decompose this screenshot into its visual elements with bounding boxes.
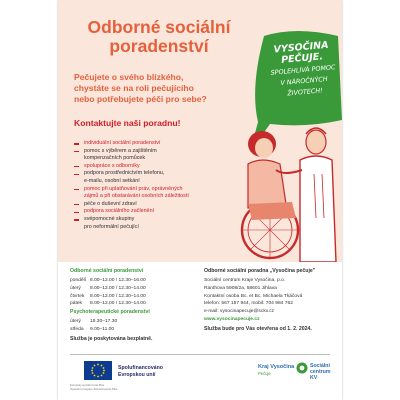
contact-line: Sociální centrum Kraje Vysočina, p.o.: [204, 278, 286, 283]
time: 8.00–12.00 / 12.30–14.00: [90, 293, 146, 299]
contact-email[interactable]: e-mail: vysocinapecuje@sckv.cz: [204, 309, 275, 315]
day: středa: [70, 326, 84, 332]
opening-hours: [70, 268, 200, 342]
subtitle: [74, 72, 254, 105]
list-item-text: kompenzačních pomůcek: [84, 155, 146, 162]
kraj-vysocina-logo: Kraj Vysočina: [258, 364, 295, 370]
time: 15.30–17.30: [90, 319, 118, 325]
scv-line: centrum KV: [310, 369, 331, 381]
list-item: [74, 140, 244, 148]
hours-row: [70, 326, 200, 334]
list-item: [74, 170, 244, 185]
free-service-note: Služba je poskytována bezplatně.: [70, 335, 153, 342]
subtitle-line: Pečujete o svého blízkého,: [74, 72, 184, 82]
day: pondělí: [70, 278, 87, 283]
list-item-text: podpora sociálního začlenění: [84, 208, 155, 215]
logo-strip: [70, 358, 330, 382]
social-centre-logo-text: [310, 363, 330, 381]
scv-line: Sociální: [310, 363, 330, 369]
fine-print-line: Evropský sociální fond Plus: [70, 383, 105, 387]
list-item-text: péče o duševní zdraví: [84, 200, 137, 207]
section-title: Psychoterapeutické poradenství: [70, 309, 150, 316]
speech-bubble-text: [262, 39, 342, 101]
opening-date-note: Služba bude pro Vás otevřena od 1. 2. 2024.: [204, 325, 312, 332]
hours-row: [70, 293, 200, 301]
list-item-text: svépomocné skupiny: [84, 215, 135, 222]
hours-row: [70, 285, 200, 293]
website-link[interactable]: www.vysocinapecuje.cz: [204, 316, 260, 322]
list-item-text: zájmů a při obstarávání osobních záležitostí: [84, 193, 189, 200]
divider: [70, 354, 330, 355]
eu-label-line: Spolufinancováno: [118, 365, 163, 371]
eu-label-line: Evropskou unií: [118, 371, 156, 378]
day: úterý: [70, 319, 81, 325]
list-item: [74, 216, 244, 231]
list-item-text: pomoc s výběrem a zajištěním: [84, 147, 157, 154]
list-item-text: pomoc při uplatňování práv, oprávněných: [84, 185, 183, 192]
bubble-sub-line: V NÁROČNÝCH: [280, 74, 328, 88]
call-to-action: Kontaktujte naši poradnu!: [74, 118, 181, 128]
bubble-sub-line: ŽIVOTECH!: [286, 86, 323, 98]
bubble-sub-line: SPOLEHLIVÁ POMOC: [270, 63, 336, 77]
fine-print-line: Operační program Zaměstnanost Plus: [70, 386, 118, 391]
eu-flag-icon: [84, 361, 112, 380]
poster: [58, 0, 342, 400]
list-item: [74, 163, 244, 171]
time: 8.00–12.00 / 12.30–14.00: [90, 285, 146, 291]
list-item-text: e-mailu, osobní setkání: [84, 177, 140, 184]
list-item: [74, 208, 244, 216]
title-line: poradenství: [109, 36, 209, 56]
hours-row: [70, 300, 200, 308]
list-item: [74, 148, 244, 163]
title-line: Odborné sociální: [87, 17, 231, 37]
time: 9.00–11.00: [90, 326, 115, 332]
hours-row: [70, 277, 200, 285]
list-item-text: individuální sociální poradenství: [84, 140, 161, 146]
kraj-vysocina-tagline: Pečuje: [258, 371, 271, 376]
list-item-text: spolupráce s odborníky: [84, 162, 140, 169]
list-item: [74, 201, 244, 209]
eu-cofinanced-label: [118, 365, 163, 378]
caregiver-illustration: [226, 118, 342, 262]
list-item: [74, 186, 244, 201]
social-centre-logo-icon: [296, 362, 308, 374]
contact-line: Ranthova 5908/2a, 58601 Jihlava: [204, 285, 277, 291]
list-item-text: podpora prostřednictvím telefonu,: [84, 170, 165, 177]
section-title: Odborné sociální poradenství: [70, 268, 144, 274]
time: 8.00–12.00 / 12.30–14.00: [90, 301, 146, 307]
bubble-main-line: VYSOČINA: [273, 39, 329, 56]
hours-row: [70, 318, 200, 326]
day: čtvrtek: [70, 293, 85, 299]
contact-phone: telefon: 567 157 944, mobil: 704 984 762: [204, 301, 293, 307]
services-list: [74, 140, 244, 231]
day: úterý: [70, 285, 81, 291]
contact-title: Odborné sociální poradna „Vysočina pečuje": [204, 268, 316, 274]
page-title: [74, 18, 244, 56]
list-item-text: pro neformální pečující: [84, 223, 139, 230]
bubble-main-line: PEČUJE.: [280, 51, 324, 66]
fine-print: [70, 384, 170, 391]
subtitle-line: chystáte se na roli pečujícího: [74, 83, 194, 93]
subtitle-line: nebo potřebujete péči pro sebe?: [74, 94, 207, 104]
contact-line: Kontaktní osoba Bc. et Bc. Michaela Tkáčová: [204, 293, 303, 299]
time: 8.00–12.00 / 12.30–16.00: [90, 278, 146, 283]
contact-info: [204, 268, 334, 332]
day: pátek: [70, 301, 82, 307]
